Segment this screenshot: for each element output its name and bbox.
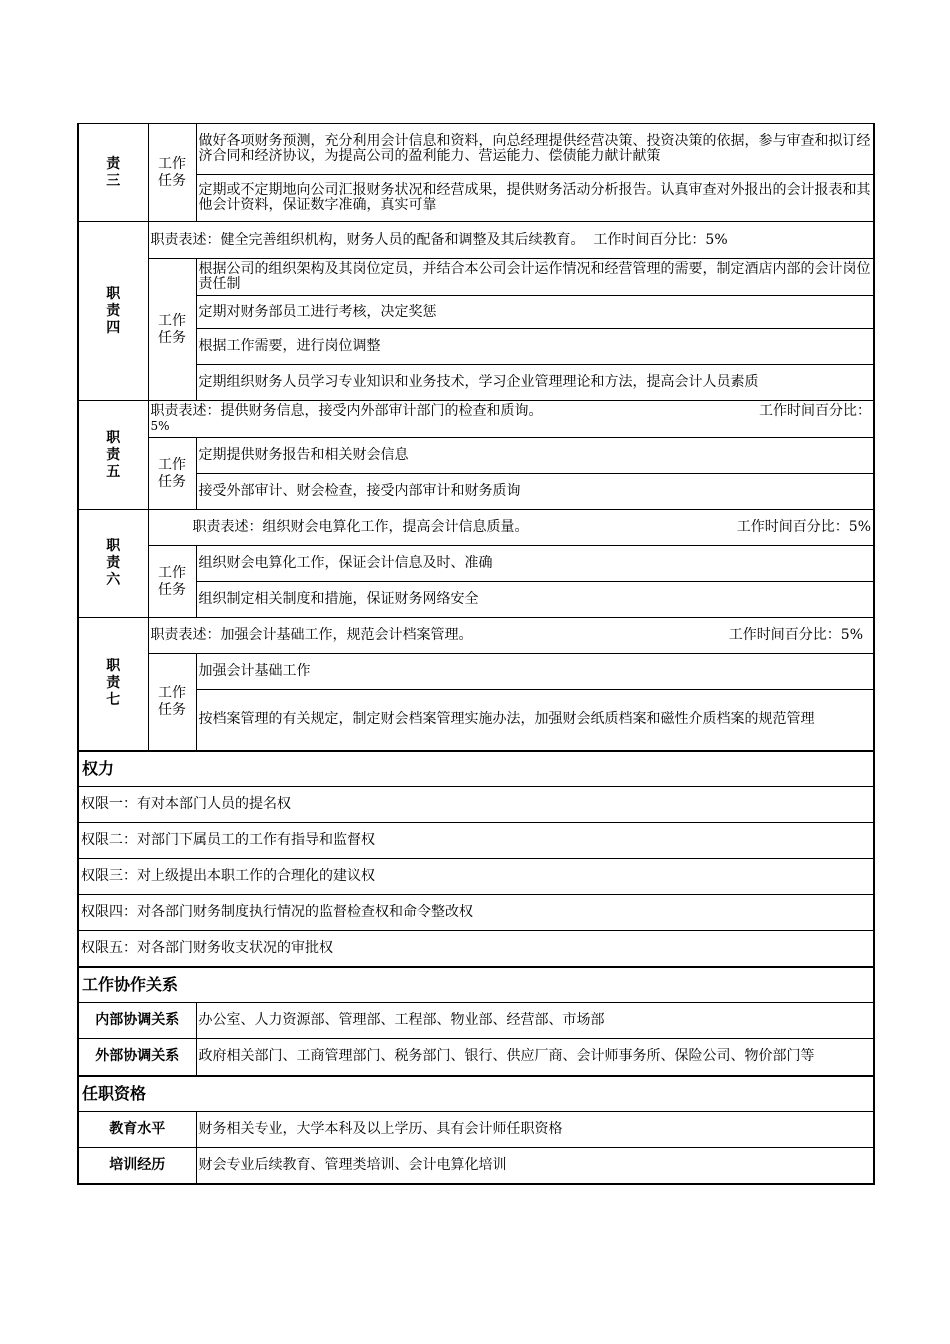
duty-3-task-1: 做好各项财务预测，充分利用会计信息和资料，向总经理提供经营决策、投资决策的依据，参与审查和拟订经济合同和经济协议，为提高公司的盈利能力、营运能力、偿债能力献计献策 bbox=[196, 124, 874, 175]
duty-6-task-1: 组织财会电算化工作，保证会计信息及时、准确 bbox=[196, 546, 874, 582]
internal-relations-label: 内部协调关系 bbox=[78, 1003, 196, 1039]
duty-6-task-label: 工作任务 bbox=[148, 546, 196, 618]
duty-7-title: 职责七 bbox=[78, 618, 148, 751]
authority-item-2: 权限二：对部门下属员工的工作有指导和监督权 bbox=[78, 823, 874, 859]
duty-4-task-1: 根据公司的组织架构及其岗位定员，并结合本公司会计运作情况和经营管理的需要，制定酒店内部的会计岗位责任制 bbox=[196, 259, 874, 296]
authority-item-3: 权限三：对上级提出本职工作的合理化的建议权 bbox=[78, 859, 874, 895]
duty-7-percent: 工作时间百分比：5% bbox=[728, 627, 863, 643]
duty-6-description: 职责表述：组织财会电算化工作，提高会计信息质量。 工作时间百分比：5% bbox=[148, 510, 874, 546]
authority-item-4: 权限四：对各部门财务制度执行情况的监督检查权和命令整改权 bbox=[78, 895, 874, 931]
training-value: 财会专业后续教育、管理类培训、会计电算化培训 bbox=[196, 1148, 874, 1184]
duty-7-description: 职责表述：加强会计基础工作，规范会计档案管理。 工作时间百分比：5% bbox=[148, 618, 874, 654]
duty-5-percent: 工作时间百分比： bbox=[759, 403, 871, 419]
training-label: 培训经历 bbox=[78, 1148, 196, 1184]
duty-7-task-label: 工作任务 bbox=[148, 654, 196, 751]
duty-3-title: 责三 bbox=[78, 124, 148, 222]
duty-6-percent: 工作时间百分比：5% bbox=[736, 519, 871, 535]
duty-7-task-1: 加强会计基础工作 bbox=[196, 654, 874, 690]
duty-5-task-1: 定期提供财务报告和相关财会信息 bbox=[196, 438, 874, 474]
duty-6-task-2: 组织制定相关制度和措施，保证财务网络安全 bbox=[196, 582, 874, 618]
internal-relations-value: 办公室、人力资源部、管理部、工程部、物业部、经营部、市场部 bbox=[196, 1003, 874, 1039]
relations-section-title: 工作协作关系 bbox=[78, 967, 874, 1003]
education-label: 教育水平 bbox=[78, 1112, 196, 1148]
authority-section-title: 权力 bbox=[78, 751, 874, 787]
duty-6-title: 职责六 bbox=[78, 510, 148, 618]
duty-4-description: 职责表述：健全完善组织机构，财务人员的配备和调整及其后续教育。 工作时间百分比：5% bbox=[148, 222, 874, 259]
duty-4-task-label: 工作任务 bbox=[148, 259, 196, 401]
duties-table bbox=[77, 123, 875, 1185]
duty-5-task-label: 工作任务 bbox=[148, 438, 196, 510]
duty-4-percent: 工作时间百分比：5% bbox=[593, 231, 728, 248]
authority-item-1: 权限一：有对本部门人员的提名权 bbox=[78, 787, 874, 823]
authority-item-5: 权限五：对各部门财务收支状况的审批权 bbox=[78, 931, 874, 967]
job-description-document bbox=[77, 123, 873, 1185]
duty-5-percent-value: 5% bbox=[150, 419, 170, 433]
duty-4-task-4: 定期组织财务人员学习专业知识和业务技术，学习企业管理理论和方法，提高会计人员素质 bbox=[196, 365, 874, 401]
education-value: 财务相关专业，大学本科及以上学历、具有会计师任职资格 bbox=[196, 1112, 874, 1148]
duty-3-task-label: 工作任务 bbox=[148, 124, 196, 222]
duty-4-title: 职责四 bbox=[78, 222, 148, 401]
duty-4-task-2: 定期对财务部员工进行考核，决定奖惩 bbox=[196, 296, 874, 329]
duty-3-task-2: 定期或不定期地向公司汇报财务状况和经营成果，提供财务活动分析报告。认真审查对外报出的会计报表和其他会计资料，保证数字准确，真实可靠 bbox=[196, 175, 874, 222]
duty-5-description: 职责表述：提供财务信息，接受内外部审计部门的检查和质询。 工作时间百分比： 5% bbox=[148, 401, 874, 438]
duty-5-title: 职责五 bbox=[78, 401, 148, 510]
external-relations-value: 政府相关部门、工商管理部门、税务部门、银行、供应厂商、会计师事务所、保险公司、物价部门等 bbox=[196, 1039, 874, 1076]
external-relations-label: 外部协调关系 bbox=[78, 1039, 196, 1076]
duty-7-task-2: 按档案管理的有关规定，制定财会档案管理实施办法，加强财会纸质档案和磁性介质档案的规范管理 bbox=[196, 690, 874, 751]
duty-4-task-3: 根据工作需要，进行岗位调整 bbox=[196, 329, 874, 365]
duty-5-task-2: 接受外部审计、财会检查，接受内部审计和财务质询 bbox=[196, 474, 874, 510]
qualifications-section-title: 任职资格 bbox=[78, 1076, 874, 1112]
